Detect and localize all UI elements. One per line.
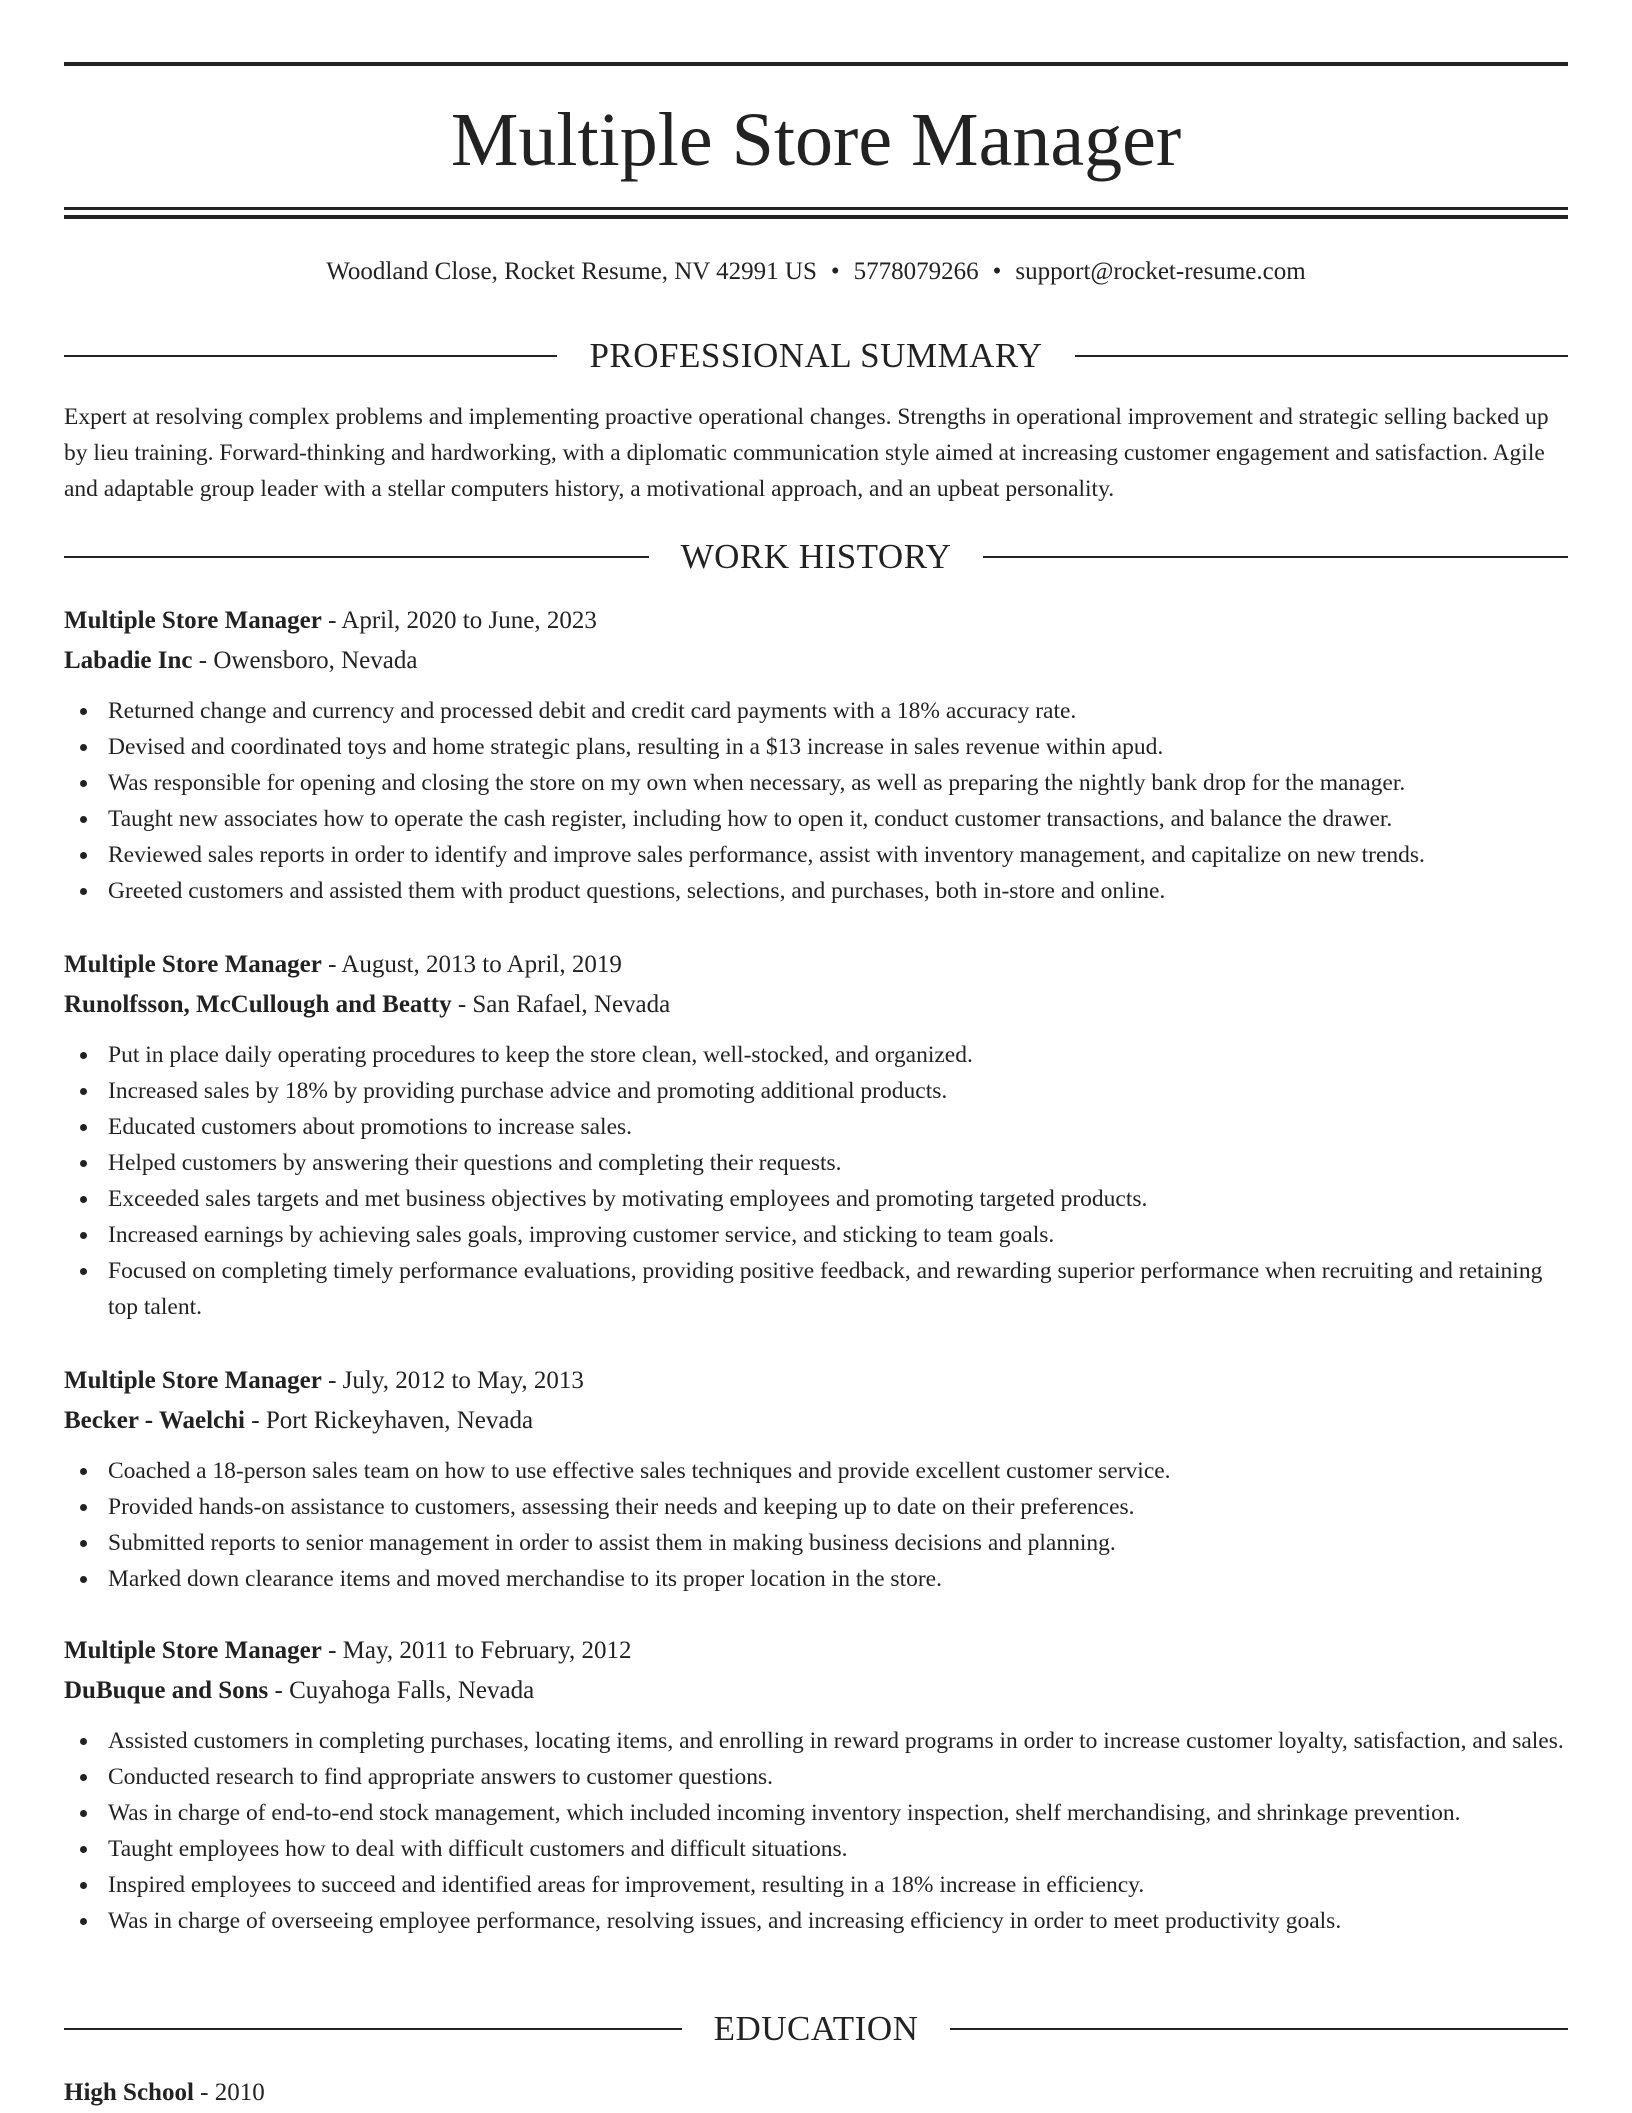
contact-separator: • — [830, 258, 840, 285]
job-dates: - August, 2013 to April, 2019 — [321, 951, 622, 978]
list-item: Marked down clearance items and moved merchandise to its proper location in the store. — [64, 1561, 1568, 1597]
section-header-summary — [64, 334, 1568, 378]
summary-text: Expert at resolving complex problems and implementing proactive operational changes. Strengths in operational improvement and strategic selling backed up by lieu training. Forward-thinking and hardworking, with a diplomatic communication style aimed at increasing customer engagement and satisfaction. Agile and adaptable group leader with a stellar computers history, a motivational approach, and an upbeat personality. — [64, 404, 1549, 502]
list-item: Focused on completing timely performance evaluations, providing positive feedback, and rewarding superior performance when recruiting and retaining top talent. — [64, 1253, 1568, 1325]
education-year: - 2010 — [193, 2079, 265, 2106]
section-title: WORK HISTORY — [680, 537, 952, 576]
list-item: Was responsible for opening and closing the store on my own when necessary, as well as preparing the nightly bank drop for the manager. — [64, 765, 1568, 801]
job-dates: - April, 2020 to June, 2023 — [321, 607, 597, 634]
job-company: Runolfsson, McCullough and Beatty — [64, 991, 452, 1018]
list-item: Coached a 18-person sales team on how to use effective sales techniques and provide excellent customer service. — [64, 1453, 1568, 1489]
contact-phone: 5778079266 — [853, 258, 979, 285]
list-item: Returned change and currency and processed debit and credit card payments with a 18% accuracy rate. — [64, 693, 1568, 729]
job-title: Multiple Store Manager — [64, 951, 322, 978]
list-item: Increased sales by 18% by providing purchase advice and promoting additional products. — [64, 1073, 1568, 1109]
job-title: Multiple Store Manager — [64, 1637, 322, 1664]
job-location: - Owensboro, Nevada — [192, 647, 418, 674]
list-item: Was in charge of end-to-end stock management, which included incoming inventory inspection, shelf merchandising, and shrinkage prevention. — [64, 1795, 1568, 1831]
contact-email: support@rocket-resume.com — [1015, 258, 1306, 285]
job-company: Becker - Waelchi — [64, 1407, 245, 1434]
section-rule — [64, 2028, 682, 2030]
section-title: PROFESSIONAL SUMMARY — [589, 336, 1043, 375]
job-title-line — [64, 601, 1568, 641]
job-title: Multiple Store Manager — [64, 1367, 322, 1394]
job-bullets — [64, 693, 1568, 909]
section-rule — [983, 556, 1568, 558]
list-item: Was in charge of overseeing employee performance, resolving issues, and increasing efficiency in order to meet productivity goals. — [64, 1903, 1568, 1939]
list-item: Helped customers by answering their questions and completing their requests. — [64, 1145, 1568, 1181]
list-item: Greeted customers and assisted them with product questions, selections, and purchases, both in-store and online. — [64, 873, 1568, 909]
list-item: Reviewed sales reports in order to identify and improve sales performance, assist with inventory management, and capitalize on new trends. — [64, 837, 1568, 873]
education-degree: High School — [64, 2079, 194, 2106]
section-rule — [64, 355, 557, 357]
list-item: Increased earnings by achieving sales goals, improving customer service, and sticking to team goals. — [64, 1217, 1568, 1253]
contact-address: Woodland Close, Rocket Resume, NV 42991 US — [326, 258, 817, 285]
job-location: - Cuyahoga Falls, Nevada — [268, 1677, 535, 1704]
job-location: - San Rafael, Nevada — [451, 991, 671, 1018]
list-item: Put in place daily operating procedures to keep the store clean, well-stocked, and organized. — [64, 1037, 1568, 1073]
contact-line — [64, 254, 1568, 290]
job-company-line — [64, 985, 1568, 1025]
list-item: Assisted customers in completing purchases, locating items, and enrolling in reward programs in order to increase customer loyalty, satisfaction, and sales. — [64, 1723, 1568, 1759]
section-rule — [950, 2028, 1568, 2030]
title-rule-upper — [64, 207, 1568, 210]
list-item: Submitted reports to senior management in order to assist them in making business decisions and planning. — [64, 1525, 1568, 1561]
job-company: Labadie Inc — [64, 647, 193, 674]
job-dates: - May, 2011 to February, 2012 — [321, 1637, 632, 1664]
list-item: Conducted research to find appropriate answers to customer questions. — [64, 1759, 1568, 1795]
section-title: EDUCATION — [713, 2009, 919, 2048]
job-company: DuBuque and Sons — [64, 1677, 269, 1704]
job-bullets — [64, 1723, 1568, 1939]
job-entry — [64, 945, 1568, 1325]
job-company-line — [64, 641, 1568, 681]
list-item: Devised and coordinated toys and home strategic plans, resulting in a $13 increase in sales revenue within apud. — [64, 729, 1568, 765]
section-rule — [64, 556, 649, 558]
job-title-line — [64, 1631, 1568, 1671]
job-company-line — [64, 1401, 1568, 1441]
contact-separator: • — [992, 258, 1002, 285]
job-company-line — [64, 1671, 1568, 1711]
education-entry — [64, 2073, 1568, 2113]
job-entry — [64, 1631, 1568, 1939]
list-item: Educated customers about promotions to increase sales. — [64, 1109, 1568, 1145]
section-header-work-history — [64, 535, 1568, 579]
section-rule — [1075, 355, 1568, 357]
job-dates: - July, 2012 to May, 2013 — [321, 1367, 584, 1394]
job-title-line — [64, 945, 1568, 985]
job-location: - Port Rickeyhaven, Nevada — [245, 1407, 534, 1434]
list-item: Provided hands-on assistance to customers, assessing their needs and keeping up to date on their preferences. — [64, 1489, 1568, 1525]
section-header-education — [64, 2007, 1568, 2051]
job-bullets — [64, 1037, 1568, 1325]
list-item: Exceeded sales targets and met business objectives by motivating employees and promoting targeted products. — [64, 1181, 1568, 1217]
title-rule-lower — [64, 215, 1568, 219]
job-title: Multiple Store Manager — [64, 607, 322, 634]
top-rule — [64, 62, 1568, 66]
list-item: Taught employees how to deal with difficult customers and difficult situations. — [64, 1831, 1568, 1867]
job-title-line — [64, 1361, 1568, 1401]
job-entry — [64, 601, 1568, 909]
list-item: Taught new associates how to operate the cash register, including how to open it, conduct customer transactions, and balance the drawer. — [64, 801, 1568, 837]
list-item: Inspired employees to succeed and identified areas for improvement, resulting in a 18% increase in efficiency. — [64, 1867, 1568, 1903]
job-entry — [64, 1361, 1568, 1597]
job-bullets — [64, 1453, 1568, 1597]
resume-title: Multiple Store Manager — [450, 98, 1182, 182]
